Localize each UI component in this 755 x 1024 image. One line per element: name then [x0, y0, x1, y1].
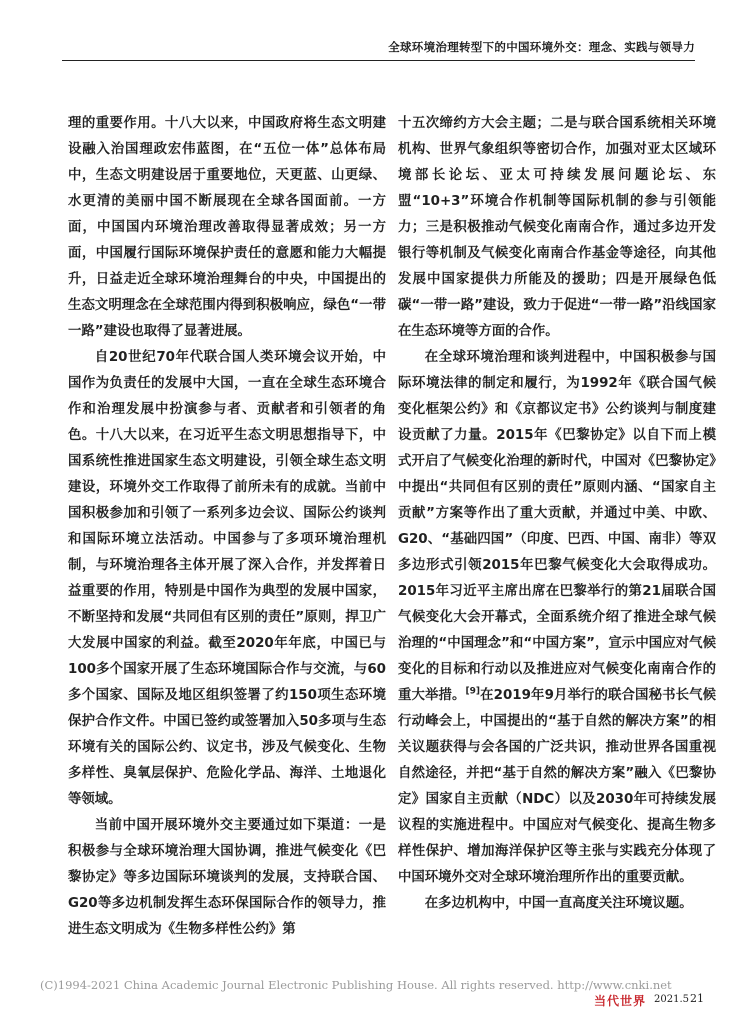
left-column	[68, 111, 386, 943]
footnote-reference[interactable]: [9]	[465, 686, 481, 697]
right-column	[398, 111, 716, 917]
header-title: 全球环境治理转型下的中国环境外交：理念、实践与领导力	[388, 40, 695, 54]
paragraph-3: 当前中国开展环境外交主要通过如下渠道：一是积极参与全球环境治理大国协调，推进气候变化《巴黎协定》等多边国际环境谈判的发展，支持联合国、G20等多边机制发挥生态环保国际合作的领导力，推进生态文明成为《生物多样性公约》第	[68, 818, 386, 937]
page-number: 21	[690, 992, 704, 1005]
paragraph-1: 理的重要作用。十八大以来，中国政府将生态文明建设融入治国理政宏伟蓝图，在“五位一体”总体布局中，生态文明建设居于重要地位，天更蓝、山更绿、水更清的美丽中国不断展现在全球各国面前。一方面，中国国内环境治理改善取得显著成效；另一方面，中国履行国际环境保护责任的意愿和能力大幅提升，日益走近全球环境治理舞台的中央，中国提出的生态文明理念在全球范围内得到积极响应，绿色“一带一路”建设也取得了显著进展。	[68, 116, 386, 339]
paragraph-5-continued: 在2019年9月举行的联合国秘书长气候行动峰会上，中国提出的“基于自然的解决方案”的相关议题获得与会各国的广泛共识，推动世界各国重视自然途径，并把“基于自然的解决方案”融入《巴黎协定》国家自主贡献（NDC）以及2030年可持续发展议程的实施进程中。中国应对气候变化、提高生物多样性保护、增加海洋保护区等主张与实践充分体现了中国环境外交对全球环境治理所作出的重要贡献。	[398, 688, 716, 885]
running-header	[0, 36, 695, 58]
paragraph-2: 自20世纪70年代联合国人类环境会议开始，中国作为负责任的发展中大国，一直在全球生态环境合作和治理发展中扮演参与者、贡献者和引领者的角色。十八大以来，在习近平生态文明思想指导下，中国系统性推进国家生态文明建设，引领全球生态文明建设，环境外交工作取得了前所未有的成就。当前中国积极参加和引领了一系列多边会议、国际公约谈判和国际环境立法活动。中国参与了多项环境治理机制，与环境治理各主体开展了深入合作，并发挥着日益重要的作用，特别是中国作为典型的发展中国家，不断坚持和发展“共同但有区别的责任”原则，捍卫广大发展中国家的利益。截至2020年年底，中国已与100多个国家开展了生态环境国际合作与交流，与60多个国家、国际及地区组织签署了约150项生态环境保护合作文件。中国已签约或签署加入50多项与生态环境有关的国际公约、议定书，涉及气候变化、生物多样性、臭氧层保护、危险化学品、海洋、土地退化等领域。	[68, 350, 386, 807]
journal-name: 当代世界	[594, 994, 647, 1008]
copyright-watermark: (C)1994-2021 China Academic Journal Electronic Publishing House. All rights reserved. http://www.cnki.net	[40, 978, 672, 992]
issue-number: 2021.5	[654, 994, 689, 1005]
paragraph-5-text: 在全球环境治理和谈判进程中，中国积极参与国际环境法律的制定和履行，为1992年《联合国气候变化框架公约》和《京都议定书》公约谈判与制度建设贡献了力量。2015年《巴黎协定》以自下而上模式开启了气候变化治理的新时代，中国对《巴黎协定》中提出“共同但有区别的责任”原则内涵、“国家自主贡献”方案等作出了重大贡献，并通过中美、中欧、G20、“基础四国”（印度、巴西、中国、南非）等双多边形式引领2015年巴黎气候变化大会取得成功。2015年习近平主席出席在巴黎举行的第21届联合国气候变化大会开幕式，全面系统介绍了推进全球气候治理的“中国理念”和“中国方案”，宣示中国应对气候变化的目标和行动以及推进应对气候变化南南合作的重大举措。	[398, 350, 716, 703]
paragraph-6: 在多边机构中，中国一直高度关注环境议题。	[424, 896, 693, 911]
paragraph-5	[398, 345, 716, 891]
header-rule	[62, 60, 695, 61]
paragraph-4: 十五次缔约方大会主题；二是与联合国系统相关环境机构、世界气象组织等密切合作，加强对亚太区域环境部长论坛、亚太可持续发展问题论坛、东盟“10+3”环境合作机制等国际机制的参与引领能力；三是积极推动气候变化南南合作，通过多边开发银行等机制及气候变化南南合作基金等途径，向其他发展中国家提供力所能及的援助；四是开展绿色低碳“一带一路”建设，致力于促进“一带一路”沿线国家在生态环境等方面的合作。	[398, 116, 716, 339]
